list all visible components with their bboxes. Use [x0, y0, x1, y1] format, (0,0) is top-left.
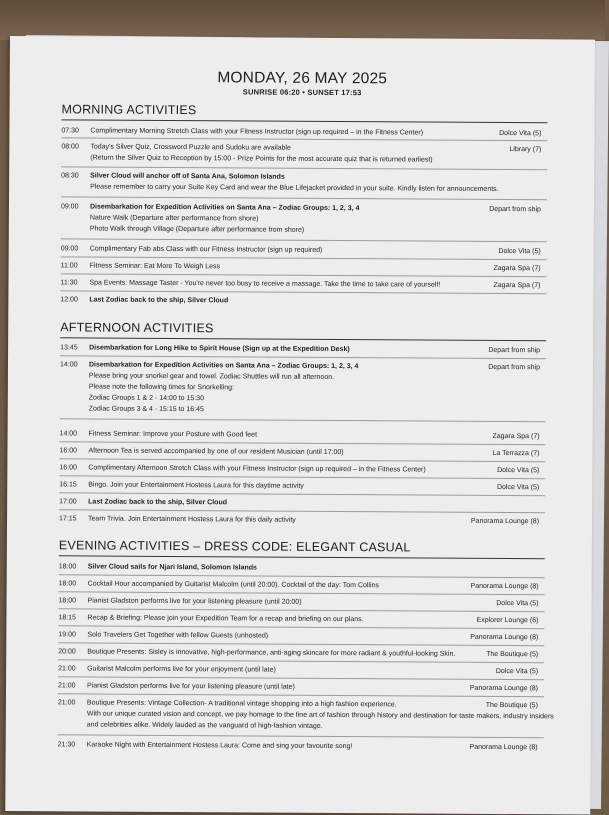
row-venue: Dolce Vita (5) [498, 247, 541, 256]
row-description [88, 496, 466, 509]
schedule-row [60, 243, 547, 256]
schedule-row [60, 294, 546, 305]
row-time: 16:00 [59, 447, 78, 455]
description-line: Afternoon Tea is served accompanied by one of our resident Musician (until 17:00) [88, 447, 344, 457]
description-line: and celebrities alike. Widely lauded as the vanguard of high-fashion vintage. [86, 721, 323, 730]
row-venue: Depart from ship [488, 346, 541, 355]
row-time: 20:00 [58, 648, 76, 656]
description-line: Last Zodiac back to the ship, Silver Cloud [89, 296, 229, 305]
row-venue: Dolce Vita (5) [496, 483, 540, 492]
row-time: 21:00 [58, 665, 76, 673]
row-separator [58, 659, 544, 663]
row-separator [58, 608, 544, 612]
description-line: Karaoke Night with Entertainment Hostess Laura: Come and sing your favourite song! [86, 741, 353, 751]
row-separator [59, 509, 545, 513]
schedule-row [59, 496, 545, 507]
row-venue: La Terrazza (7) [492, 449, 540, 458]
row-time: 17:00 [59, 498, 77, 506]
row-venue: Dolce Vita (5) [497, 466, 540, 475]
row-venue: Dolce Vita (5) [499, 129, 542, 138]
description-line: Please note the following times for Snorkelling: [88, 383, 235, 392]
schedule-row [61, 170, 547, 193]
row-time: 18:15 [58, 614, 76, 622]
description-line: Bingo. Join your Entertainment Hostess Laura for this daytime activity [88, 481, 304, 490]
row-description [87, 680, 465, 693]
row-description [89, 359, 467, 416]
schedule-row [61, 125, 547, 138]
wooden-table-background [0, 0, 605, 40]
description-line: Team Trivia. Join Entertainment Hostess Laura for this daily activity [88, 515, 296, 524]
row-venue: Panorama Lounge (8) [470, 582, 539, 591]
row-description [90, 125, 468, 138]
row-description [88, 445, 466, 458]
description-line: Recap & Briefing: Please join your Expedition Team for a recap and briefing on our plans. [87, 614, 364, 624]
description-line: Please remember to carry your Suite Key Card and wear the Blue Lifejacket provided in your suite. Kindly listen for announcements. [90, 183, 499, 193]
row-separator [58, 676, 544, 680]
daily-program-sheet [5, 36, 595, 815]
schedule-row [58, 612, 544, 625]
description-line: Today's Silver Quiz, Crossword Puzzle and Sudoku are available [90, 143, 291, 152]
schedule-row [57, 739, 544, 752]
row-separator [59, 574, 545, 578]
row-time: 19:00 [58, 631, 76, 639]
schedule-row [58, 646, 544, 659]
row-description [89, 342, 467, 355]
row-venue: Panorama Lounge (8) [470, 633, 539, 642]
section-rule [61, 119, 547, 123]
row-description [87, 663, 465, 676]
row-separator [61, 137, 547, 141]
row-time: 21:30 [57, 741, 76, 749]
schedule-row [58, 578, 545, 591]
row-time: 11:00 [60, 262, 78, 270]
row-separator [58, 642, 544, 646]
description-line: Complimentary Fab abs Class with our Fitness Instructor (sign up required) [89, 245, 323, 254]
row-separator [61, 238, 547, 242]
row-time: 08:30 [61, 172, 79, 180]
program-date: MONDAY, 26 MAY 2025 [217, 69, 388, 88]
row-description [88, 595, 466, 608]
row-venue: Explorer Lounge (6) [476, 616, 539, 625]
row-separator [61, 196, 547, 200]
row-separator [60, 290, 546, 294]
row-venue: The Boutique (5) [486, 650, 539, 659]
description-line: With our unique curated vision and concept, we pay homage to the fine art of fashion through history and destination for taste makers, industry insiders [86, 710, 554, 721]
row-separator [58, 693, 544, 697]
section-rule [60, 337, 546, 341]
row-venue: Library (7) [509, 146, 542, 154]
description-line: Last Zodiac back to the ship, Silver Cloud [88, 498, 228, 507]
row-description [90, 201, 468, 236]
row-description [88, 462, 466, 475]
row-separator [59, 475, 545, 479]
schedule-row [58, 629, 544, 642]
schedule-row [58, 561, 545, 572]
row-time: 14:00 [59, 430, 78, 438]
row-description [90, 170, 499, 194]
row-description [89, 294, 467, 307]
row-separator [61, 256, 547, 260]
row-description [88, 561, 466, 574]
row-time: 14:00 [59, 361, 78, 369]
row-description [88, 513, 466, 526]
description-line: Pianist Gladston performs live for your listening pleasure (until late) [87, 682, 295, 691]
description-line: Disembarkation for Long Hike to Spirit House (Sign up at the Expedition Desk) [89, 344, 350, 354]
description-line: Zodiac Groups 3 & 4 - 15:15 to 16:45 [88, 405, 204, 414]
schedule-row [59, 479, 545, 492]
row-description [87, 612, 465, 625]
morning-section-title: MORNING ACTIVITIES [61, 102, 197, 118]
description-line: Pianist Gladston performs live for your listening pleasure (until 20:00) [87, 597, 302, 606]
description-line: Photo Walk through Village (Departure after performance from shore) [89, 225, 305, 234]
row-time: 17:15 [59, 515, 77, 523]
schedule-row [59, 359, 546, 414]
row-venue: Dolce Vita (5) [495, 667, 539, 676]
description-line: (Return the Silver Quiz to Reception by 15:00 - Prize Points for the most accurate quiz that is returned earliest) [90, 154, 433, 164]
sunrise-sunset: SUNRISE 06:20 • SUNSET 17:53 [242, 87, 362, 98]
row-venue: Dolce Vita (5) [496, 599, 539, 608]
description-line: Cocktail Hour accompanied by Guitarist Malcolm (until 20:00). Cocktail of the day: Tom Collins [87, 580, 379, 590]
row-description [88, 479, 466, 492]
schedule-row [60, 201, 547, 234]
row-venue: Panorama Lounge (8) [469, 743, 538, 752]
row-description [87, 629, 465, 642]
description-line: Fitness Seminar: Eat More To Weigh Less [89, 262, 221, 271]
row-venue: Depart from ship [488, 363, 541, 372]
schedule-row [59, 513, 545, 526]
row-separator [61, 166, 547, 170]
description-line: Zodiac Groups 1 & 2 - 14:00 to 15:30 [88, 394, 204, 403]
schedule-row [58, 680, 544, 693]
row-separator [59, 458, 545, 462]
row-time: 09:00 [60, 245, 79, 253]
schedule-row [58, 663, 544, 676]
schedule-row [59, 445, 546, 458]
row-time: 08:00 [61, 143, 79, 151]
section-rule [59, 555, 545, 559]
row-time: 21:00 [57, 699, 76, 707]
row-time: 16:15 [59, 481, 77, 489]
description-line: Guitarist Malcolm performs live for your enjoyment (until late) [87, 665, 276, 674]
evening-section-title: EVENING ACTIVITIES – DRESS CODE: ELEGANT CASUAL [58, 538, 411, 555]
row-separator [58, 625, 544, 629]
row-time: 07:30 [61, 127, 79, 135]
row-time: 12:00 [60, 296, 78, 304]
schedule-row [60, 342, 546, 355]
description-line: Silver Cloud will anchor off of Santa Ana, Solomon Islands [90, 172, 285, 181]
row-venue: Depart from ship [489, 205, 541, 214]
schedule-row [61, 141, 547, 164]
description-line: Complimentary Morning Stretch Class with your Fitness Instructor (sign up required – in the Fitness Center) [90, 127, 424, 137]
description-line: Boutique Presents: Vintage Collection- A traditional vintage shopping into a high fashion experience. [86, 699, 397, 709]
row-description [87, 739, 465, 752]
row-separator [59, 591, 545, 595]
row-separator [60, 441, 546, 445]
row-time: 18:00 [58, 580, 77, 588]
row-description [88, 578, 466, 591]
description-line: Complimentary Afternoon Stretch Class with your Fitness Instructor (sign up required – in the Fitness Center) [88, 464, 426, 474]
schedule-row [58, 595, 545, 608]
row-description [90, 243, 468, 256]
row-time: 16:00 [59, 464, 77, 472]
description-line: Fitness Seminar: Improve your Posture with Good feet [88, 430, 258, 439]
row-time: 18:00 [58, 563, 77, 571]
row-separator [59, 492, 545, 496]
row-description [87, 646, 465, 659]
description-line: Disembarkation for Expedition Activities on Santa Ana – Zodiac Groups: 1, 2, 3, 4 [89, 203, 360, 213]
row-time: 18:00 [58, 597, 77, 605]
row-separator [60, 355, 546, 359]
schedule-row [59, 428, 546, 441]
row-separator [58, 734, 544, 738]
row-description [90, 141, 468, 165]
row-time: 11:30 [60, 279, 78, 287]
afternoon-section-title: AFTERNOON ACTIVITIES [60, 320, 214, 336]
row-time: 09:00 [60, 203, 79, 211]
row-separator [61, 273, 547, 277]
schedule-row [59, 462, 545, 475]
row-venue: Zagara Spa (7) [492, 432, 540, 441]
row-separator [60, 418, 546, 422]
description-line: Boutique Presents: Sisley is innovative, high-performance, anti-aging skincare for more radiant & youthful-looking Skin. [87, 648, 456, 658]
schedule-row [57, 697, 554, 730]
description-line: Disembarkation for Expedition Activities on Santa Ana – Zodiac Groups: 1, 2, 3, 4 [88, 361, 359, 371]
row-venue: Panorama Lounge (8) [470, 517, 540, 526]
description-line: Spa Events: Massage Taster - You're never too busy to receive a massage. Take the time to take care of yourself! [89, 279, 441, 289]
row-description [90, 260, 468, 273]
description-line: Please bring your snorkel gear and towel. Zodiac Shuttles will run all afternoon. [88, 372, 335, 381]
row-description [89, 428, 467, 441]
row-time: 13:45 [60, 344, 78, 352]
row-venue: Zagara Spa (7) [493, 281, 541, 290]
description-line: Nature Walk (Departure after performance from shore) [89, 214, 259, 223]
row-description [89, 277, 467, 290]
row-venue: Panorama Lounge (8) [469, 684, 539, 693]
row-time: 21:00 [58, 682, 76, 690]
row-venue: Zagara Spa (7) [493, 264, 541, 273]
description-line: Silver Cloud sails for Njari Island, Solomon Islands [87, 563, 257, 572]
description-line: Solo Travelers Get Together with fellow Guests (unhosted) [87, 631, 269, 640]
schedule-row [60, 260, 547, 273]
schedule-row [60, 277, 547, 290]
row-venue: The Boutique (5) [485, 701, 538, 710]
